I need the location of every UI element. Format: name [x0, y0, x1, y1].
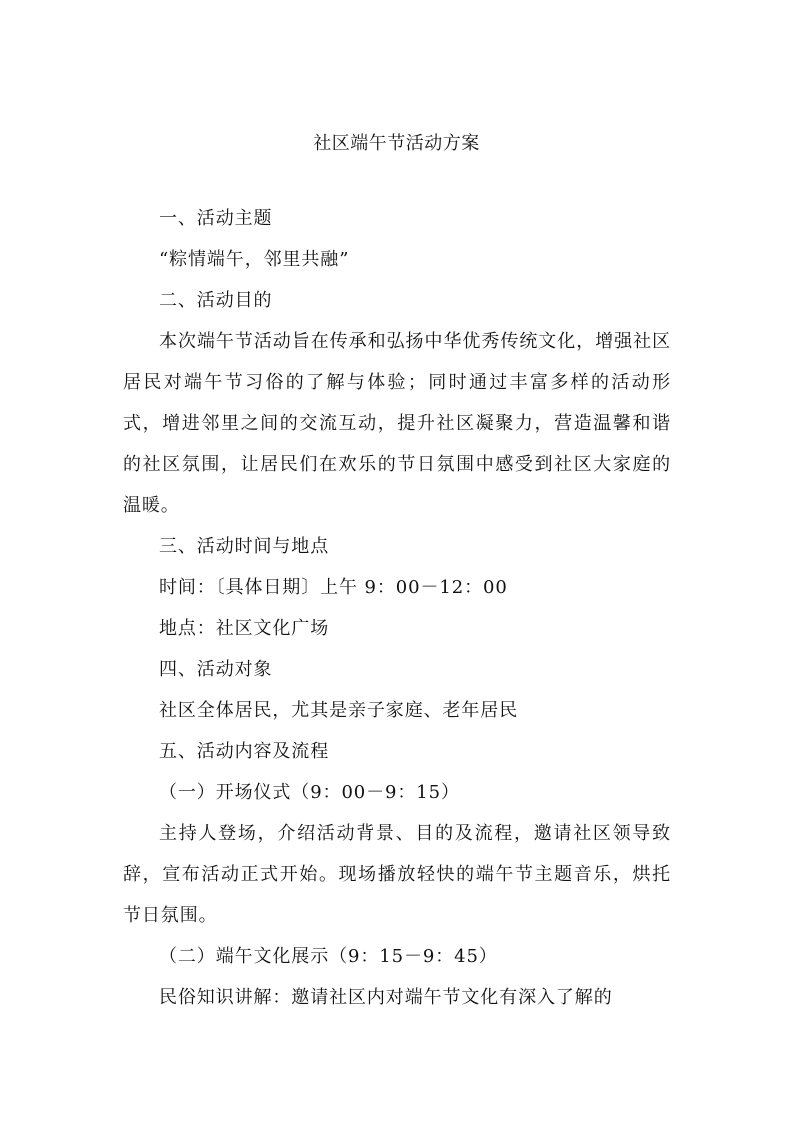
opening-paragraph: 主持人登场，介绍活动背景、目的及流程，邀请社区领导致辞，宣布活动正式开始。现场播放轻快的端午节主题音乐，烘托节日氛围。: [123, 823, 671, 926]
subsection-culture-display: （二）端午文化展示（9：15－9：45）: [159, 946, 498, 967]
section-heading-purpose: 二、活动目的: [159, 290, 273, 311]
subsection-opening: （一）开场仪式（9：00－9：15）: [159, 782, 460, 803]
page-title: 社区端午节活动方案: [313, 133, 480, 154]
culture-display-paragraph: 民俗知识讲解：邀请社区内对端午节文化有深入了解的: [159, 987, 613, 1008]
audience-paragraph: 社区全体居民，尤其是亲子家庭、老年居民: [159, 700, 519, 721]
event-location: 地点：社区文化广场: [159, 618, 330, 639]
section-heading-time-place: 三、活动时间与地点: [159, 536, 330, 557]
document-body: [123, 198, 671, 1018]
event-time: 时间：〔具体日期〕上午 9：00－12：00: [159, 577, 508, 598]
theme-slogan: “粽情端午，邻里共融”: [159, 249, 350, 270]
purpose-paragraph: 本次端午节活动旨在传承和弘扬中华优秀传统文化，增强社区居民对端午节习俗的了解与体验；同时通过丰富多样的活动形式，增进邻里之间的交流互动，提升社区凝聚力，营造温馨和谐的社区氛围，让居民们在欢乐的节日氛围中感受到社区大家庭的温暖。: [123, 331, 671, 516]
section-heading-audience: 四、活动对象: [159, 659, 273, 680]
section-heading-theme: 一、活动主题: [159, 208, 273, 229]
section-heading-content: 五、活动内容及流程: [159, 741, 330, 762]
